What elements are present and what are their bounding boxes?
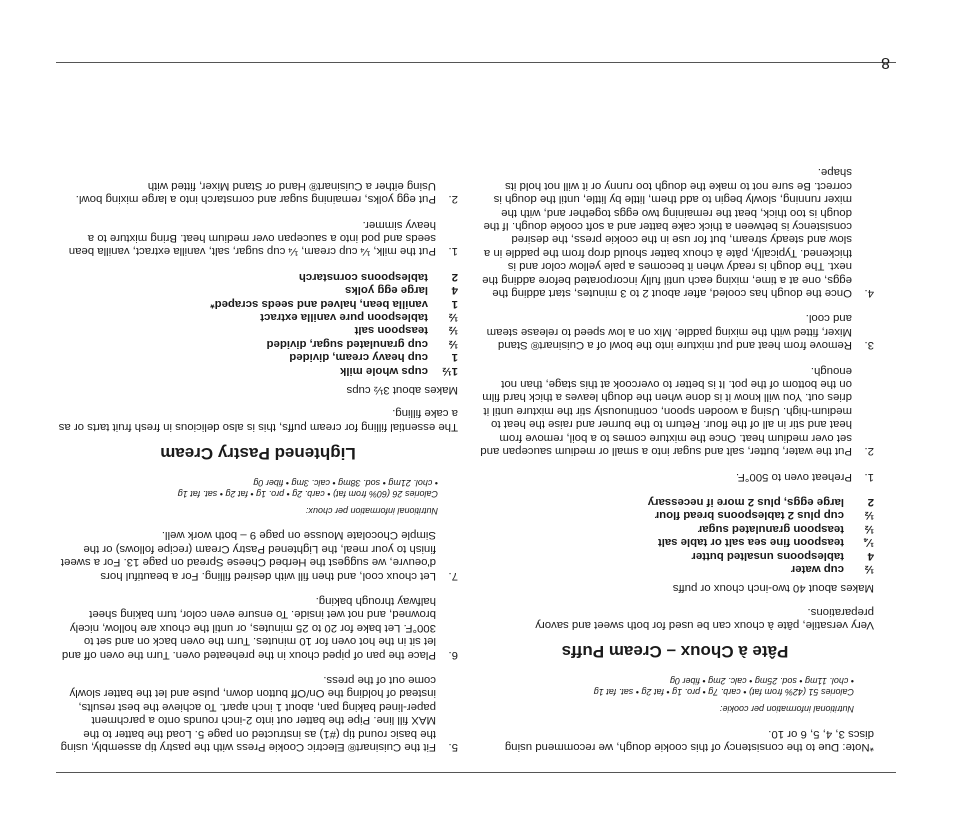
ingredient-row xyxy=(476,521,874,534)
ingredient-quantity: 1½ xyxy=(442,364,458,377)
ingredient-row xyxy=(58,363,458,376)
recipe-step xyxy=(476,165,874,299)
recipe-step xyxy=(476,469,874,482)
recipe-yield: Makes about 3½ cups xyxy=(346,384,458,397)
step-number: 4. xyxy=(864,287,874,300)
ingredient-quantity: ½ xyxy=(448,324,458,337)
recipe-step xyxy=(58,528,458,582)
recipe-step xyxy=(58,178,458,205)
bottom-rule xyxy=(56,62,896,63)
ingredient-list xyxy=(476,495,874,575)
ingredient-quantity: 4 xyxy=(451,284,458,297)
step-number: 3. xyxy=(864,339,874,352)
ingredient-quantity: ½ xyxy=(448,337,458,350)
recipe-intro: Very versatile, pâte à choux can be used for both sweet and savory preparations. xyxy=(535,605,874,632)
step-text: Put egg yolks, remaining sugar and cornstarch into a large mixing bowl. Using either a Cuisinart® Hand or Stand Mixer, fitted with xyxy=(75,179,436,206)
step-number: 7. xyxy=(448,569,458,582)
nutrition-line: • chol. 11mg • sod. 25mg • calc. 2mg • fiber 0g xyxy=(669,676,854,687)
right-column xyxy=(58,166,458,753)
left-column xyxy=(476,153,874,753)
recipe-step xyxy=(58,217,458,257)
nutrition-line: Calories 51 (42% from fat) • carb. 7g • pro. 1g • fat 2g • sat. fat 1g xyxy=(593,687,854,698)
ingredient-row xyxy=(58,323,458,336)
step-list xyxy=(476,165,874,483)
step-text: Fit the Cuisinart® Electric Cookie Press with the pastry tip assembly, using the basic round tip (#1) as instructed on page 5. Load the batter to the MAX fill line. Pipe the batter out into 2-inch rounds onto a parchment paper-lined baking pan, about 1 inch apart. To achieve the best results, instead of holding the On/Off button down, pulse and let the batter slowly come out of the press. xyxy=(60,673,436,753)
step-text: Remove from heat and put mixture into the bowl of a Cuisinart® Stand Mixer, fitted with the mixing paddle. Mix on a low speed to release steam and cool. xyxy=(486,312,852,352)
ingredient-list xyxy=(58,269,458,376)
recipe-intro: The essential filling for cream puffs, this is also delicious in fresh fruit tarts or as a cake filling. xyxy=(58,407,458,433)
ingredient-name: large eggs, plus 2 more if necessary xyxy=(647,495,844,508)
step-text: Once the dough has cooled, after about 2 to 3 minutes, start adding the eggs, one at a time, mixing each until fully incorporated before adding the next. The dough is ready when it becomes a pale yellow color and is thickened. Typically, pâte à choux batter should drop from the paddle in a slow and steady stream, but for use in the cookie press, the desired consistency is between a thick cake batter and a soft cookie dough. If the dough is too thick, beat the remaining two eggs together and, with the mixer running, slowly begin to add them, little by little, until the dough is correct. Be sure not to make the dough too runny or it will not hold its shape. xyxy=(482,166,852,300)
ingredient-name: cup granulated sugar, divided xyxy=(266,337,428,350)
nutrition-heading: Nutritional information per choux: xyxy=(305,505,438,516)
ingredient-name: tablespoons cornstarch xyxy=(298,270,428,283)
ingredient-quantity: ¼ xyxy=(864,536,874,549)
ingredient-row xyxy=(58,283,458,296)
step-number: 6. xyxy=(448,648,458,661)
ingredient-quantity: ½ xyxy=(864,509,874,522)
ingredient-name: teaspoon fine sea salt or table salt xyxy=(657,536,844,549)
ingredient-row xyxy=(58,336,458,349)
cookie-dough-note: *Note: Due to the consistency of this cookie dough, we recommend using discs 3, 4, 5, 6 or 10. xyxy=(504,727,874,753)
ingredient-row xyxy=(58,310,458,323)
nutrition-line: • chol. 21mg • sod. 38mg • calc. 3mg • fiber 0g xyxy=(253,477,438,488)
step-text: Put the water, butter, salt and sugar into a small or medium saucepan and set over medium heat. Once the mixture comes to a boil, remove from heat and stir in all of the flour. Return to the burner and raise the heat to medium-high. Using a wooden spoon, continuously stir the mixture until it dries out. You will know it is done when the dough leaves a thick hard film on the bottom of the pot. It is better to overcook at this stage, than not enough. xyxy=(480,364,852,458)
step-list xyxy=(58,178,458,257)
step-number: 2. xyxy=(448,193,458,206)
step-text: Put the milk, ¼ cup cream, ¼ cup sugar, salt, vanilla extract, vanilla bean seeds and pod into a saucepan over medium heat. Bring mixture to a heavy simmer. xyxy=(68,218,436,258)
ingredient-quantity: 4 xyxy=(867,549,874,562)
step-text: Preheat oven to 500°F. xyxy=(735,470,852,483)
top-rule xyxy=(56,772,896,773)
recipe-step xyxy=(476,363,874,457)
recipe-yield: Makes about 40 two-inch choux or puffs xyxy=(672,582,874,595)
ingredient-quantity: ½ xyxy=(864,522,874,535)
ingredient-name: cup heavy cream, divided xyxy=(289,351,428,364)
page-number: 8 xyxy=(881,54,890,71)
nutrition-line: Calories 26 (60% from fat) • carb. 2g • pro. 1g • fat 2g • sat. fat 1g xyxy=(177,488,438,499)
ingredient-name: vanilla bean, halved and seeds scraped* xyxy=(210,297,428,310)
step-number: 1. xyxy=(448,245,458,258)
step-list xyxy=(58,528,458,753)
ingredient-quantity: 2 xyxy=(451,270,458,283)
ingredient-name: cup water xyxy=(790,562,844,575)
ingredient-row xyxy=(476,548,874,561)
ingredient-quantity: 1 xyxy=(451,351,458,364)
step-number: 2. xyxy=(864,445,874,458)
recipe-step xyxy=(476,311,874,351)
ingredient-row xyxy=(476,508,874,521)
ingredient-name: large egg yolks xyxy=(345,284,428,297)
ingredient-name: tablespoons unsalted butter xyxy=(691,549,844,562)
ingredient-quantity: 1 xyxy=(451,297,458,310)
nutrition-heading: Nutritional information per cookie: xyxy=(719,704,854,715)
recipe-title: Lightened Pastry Cream xyxy=(160,443,356,463)
ingredient-quantity: ½ xyxy=(864,562,874,575)
ingredient-name: teaspoon salt xyxy=(354,324,428,337)
step-number: 5. xyxy=(448,741,458,753)
ingredient-quantity: ½ xyxy=(448,311,458,324)
ingredient-row xyxy=(476,535,874,548)
ingredient-row xyxy=(58,296,458,309)
recipe-step xyxy=(58,594,458,661)
ingredient-row xyxy=(58,350,458,363)
ingredient-name: cups whole milk xyxy=(340,364,428,377)
step-number: 1. xyxy=(864,470,874,483)
step-text: Let choux cool, and then fill with desired filling. For a beautiful hors d'oeuvre, we suggest the Herbed Cheese Spread on page 13. For a sweet finish to your meal, the Lightened Pastry Cream (recipe follows) or the Simple Chocolate Mousse on page 9 – both work well. xyxy=(60,529,436,582)
step-text: Place the pan of piped choux in the preheated oven. Turn the oven off and let sit in the hot oven for 10 minutes. Turn the oven back on and set to 300°F. Let bake for 20 to 25 minutes, or until the choux are hollow, nicely browned, and not wet inside. To ensure even color, turn baking sheet halfway through baking. xyxy=(61,594,436,661)
ingredient-name: cup plus 2 tablespoons bread flour xyxy=(654,509,844,522)
recipe-step xyxy=(58,673,458,753)
ingredient-name: teaspoon granulated sugar xyxy=(697,522,844,535)
ingredient-name: tablespoon pure vanilla extract xyxy=(260,311,428,324)
ingredient-row xyxy=(476,495,874,508)
ingredient-row xyxy=(58,269,458,282)
ingredient-row xyxy=(476,562,874,575)
recipe-title: Pâte à Choux – Cream Puffs xyxy=(561,642,789,662)
ingredient-quantity: 2 xyxy=(867,495,874,508)
